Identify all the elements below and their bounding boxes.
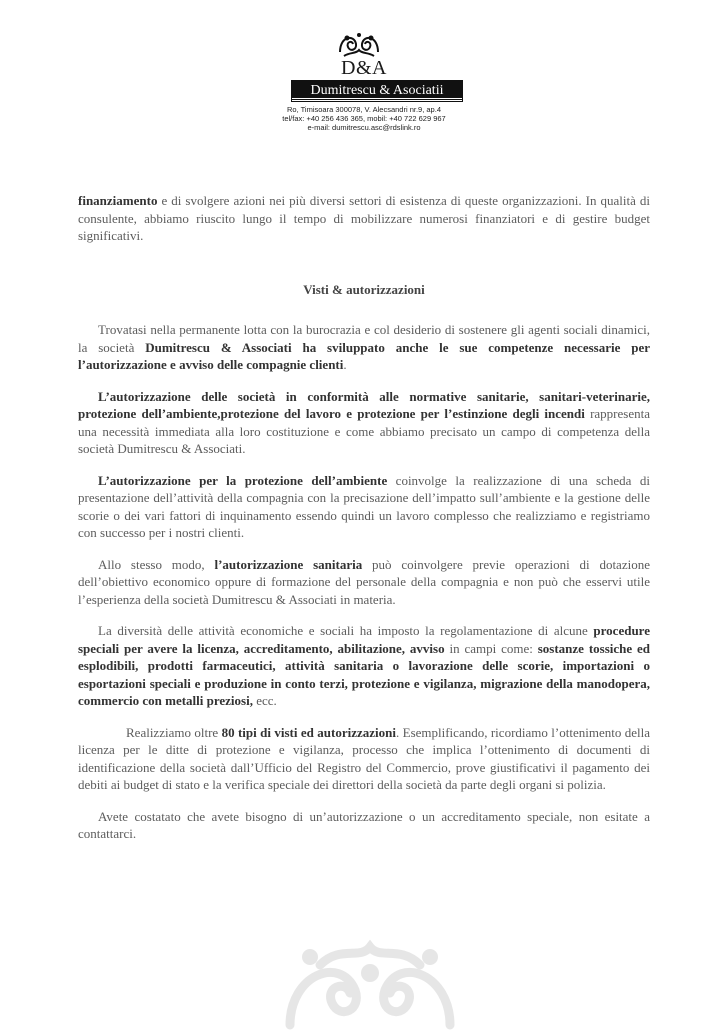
paragraph-contact-us: Avete costatato che avete bisogno di un’autorizzazione o un accreditamento speciale, non esitate a contattarci.	[78, 808, 650, 841]
paragraph-special-procedures: La diversità delle attività economiche e sociali ha imposto la regolamentazione di alcune procedure speciali per avere la licenza, accreditamento, abilitazione, avviso in campi come: sostanze tossiche ed esplodibili, prodotti farmaceutici, attività sanitaria o lavorazione delle scorie, importazioni o esportazioni speciali e produzione in conto terzi, protezione e vigilanza, migrazione della manodopera, commercio con metalli preziosi, ecc.	[78, 623, 651, 708]
paragraph-visa-types: Realizziamo oltre 80 tipi di visti ed autorizzazioni. Esemplificando, ricordiamo l’ottenimento della licenza per le ditte di protezione e vigilanza, processo che implica l’ottenimento di documenti di identificazione della società dall’Ufficio del Registro del Commercio, prove giustificativi il pagamento dei debiti ai budget di stato e la verifica speciale dei direttori della società da parte degli organi si polizia.	[78, 724, 650, 792]
company-name-banner: Dumitrescu & Asociatii	[292, 81, 462, 101]
intro-text	[78, 192, 650, 259]
paragraph-sanitary: Allo stesso modo, l’autorizzazione sanitaria può coinvolgere previe operazioni di dotazione dell’obiettivo economico oppure di formazione del personale della compagnia e non può che esservi utile l’esperienza della società Dumitrescu & Associati in materia.	[78, 556, 650, 607]
contact-phone-line: tel/fax: +40 256 436 365, mobil: +40 722 629 967	[282, 114, 446, 123]
body-text	[78, 321, 650, 857]
contact-email-line: e-mail: dumitrescu.asc@rdslink.ro	[307, 123, 421, 132]
address-line: Ro, Timisoara 300078, V. Alecsandri nr.9, ap.4	[287, 105, 441, 114]
paragraph-intro-competence: Trovatasi nella permanente lotta con la burocrazia e col desiderio di sostenere gli agenti sociali dinamici, la società Dumitrescu & Associati ha sviluppato anche le sue competenze necessarie per l’autorizzazione e avviso delle compagnie clienti.	[78, 322, 650, 372]
section-heading: Visti & autorizzazioni	[303, 282, 425, 297]
ornament-watermark-icon	[270, 935, 470, 1030]
paragraph-authorization-norms: L’autorizzazione delle società in conformità alle normative sanitarie, sanitari-veterinarie, protezione dell’ambiente,protezione del lavoro e protezione per l’estinzione degli incendi rappresenta una necessità immediata alla loro costituzione e come abbiamo precisato un campo di competenza della società Dumitrescu & Associati.	[78, 388, 650, 456]
logo-initials: D&A	[341, 57, 387, 79]
paragraph-environment: L’autorizzazione per la protezione dell’ambiente coinvolge la realizzazione di una scheda di presentazione dell’attività della compagnia con la precisazione dell’impatto sull’ambiente e la gestione delle scorie o dei vari fattori di inquinamento essendo quindi un lavoro complesso che realizziamo e registriamo con successo per i nostri clienti.	[78, 472, 650, 540]
ornament-logo-icon	[336, 30, 382, 58]
intro-paragraph: finanziamento e di svolgere azioni nei più diversi settori di esistenza di queste organizzazioni. In qualità di consulente, abbiamo riuscito lungo il tempo di mobilizzare numerosi finanziatori e di gestire budget significativi.	[78, 193, 650, 243]
